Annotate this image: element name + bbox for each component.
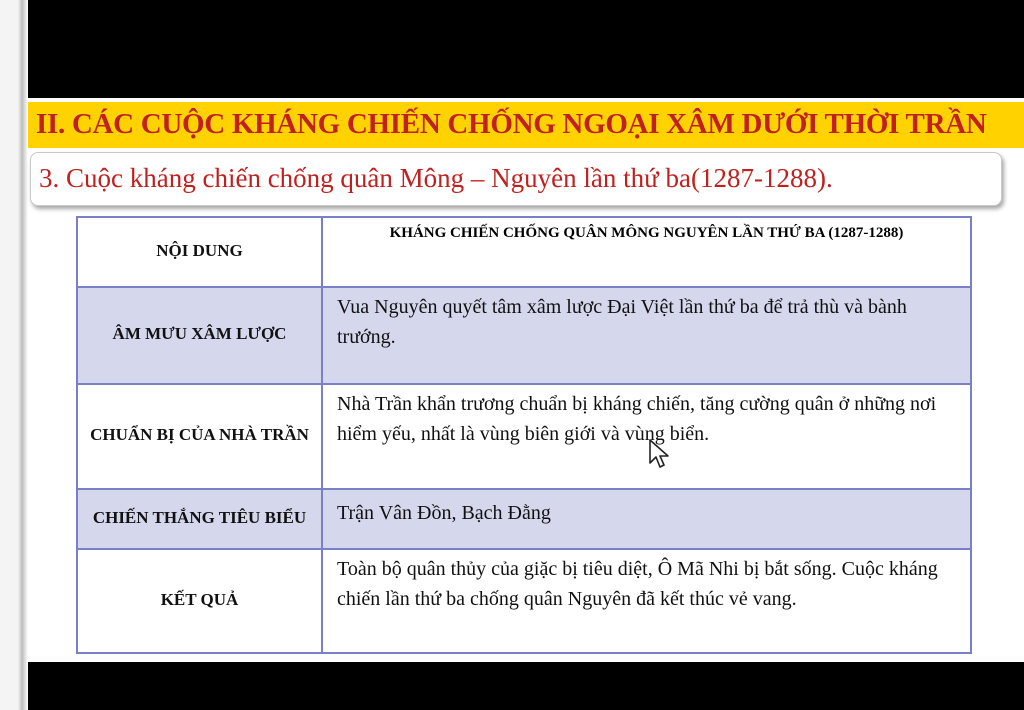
table-row (77, 549, 971, 653)
row-label: ÂM MƯU XÂM LƯỢC (112, 324, 287, 344)
subtitle-box (30, 152, 1002, 206)
table-header-row (77, 217, 971, 287)
table-row (77, 384, 971, 489)
window-left-edge (0, 0, 28, 710)
section-title-bar (28, 102, 1024, 148)
row-label: KẾT QUẢ (160, 589, 239, 609)
subtitle: 3. Cuộc kháng chiến chống quân Mông – Nguyên lần thứ ba(1287-1288). (39, 163, 833, 193)
table-cell (77, 384, 322, 489)
table-cell (77, 287, 322, 384)
header-label: NỘI DUNG (156, 240, 243, 260)
table-cell (322, 217, 971, 287)
table-cell (77, 549, 322, 653)
table-cell (77, 217, 322, 287)
table-row (77, 287, 971, 384)
table-row (77, 489, 971, 549)
content-table (76, 216, 972, 654)
row-value: Trận Vân Đồn, Bạch Đằng (337, 502, 551, 524)
row-label: CHIẾN THẮNG TIÊU BIỂU (92, 507, 307, 527)
table-cell (322, 549, 971, 653)
row-value: Toàn bộ quân thủy của giặc bị tiêu diệt, Ô Mã Nhi bị bắt sống. Cuộc kháng chiến lần thứ ba chống quân Nguyên đã kết thúc vẻ vang. (337, 558, 938, 610)
table-cell (322, 287, 971, 384)
row-label: CHUẨN BỊ CỦA NHÀ TRẦN (90, 425, 309, 445)
table-cell (77, 489, 322, 549)
row-value: Vua Nguyên quyết tâm xâm lược Đại Việt lần thứ ba để trả thù và bành trướng. (337, 296, 907, 348)
mouse-pointer-icon (648, 439, 670, 469)
table-cell (322, 384, 971, 489)
header-value: KHÁNG CHIẾN CHỐNG QUÂN MÔNG NGUYÊN LẦN THỨ BA (1287-1288) (389, 225, 904, 241)
row-value: Nhà Trần khẩn trương chuẩn bị kháng chiến, tăng cường quân ở những nơi hiểm yếu, nhất là vùng biên giới và vùng biển. (337, 393, 937, 445)
table-cell (322, 489, 971, 549)
section-title: II. CÁC CUỘC KHÁNG CHIẾN CHỐNG NGOẠI XÂM DƯỚI THỜI TRẦN (36, 108, 987, 140)
slide (28, 98, 1024, 662)
